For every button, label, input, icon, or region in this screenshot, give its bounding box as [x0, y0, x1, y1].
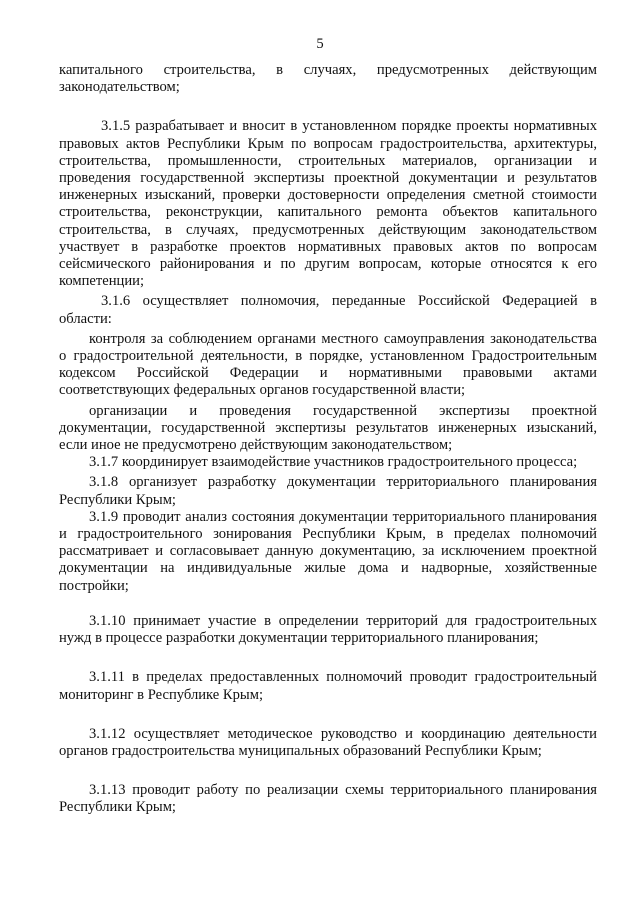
paragraph-3-1-6-control: контроля за соблюдением органами местного самоуправления законодательства о градостроительной деятельности, в порядке, установленном Градостроительным кодексом Российской Федерации и нормативными правовыми актами соответствующих федеральных органов государственной власти;	[59, 330, 597, 399]
paragraph-3-1-10: 3.1.10 принимает участие в определении территорий для градостроительных нужд в процессе разработки документации территориального планирования;	[59, 612, 597, 647]
paragraph-3-1-5: 3.1.5 разрабатывает и вносит в установленном порядке проекты нормативных правовых актов Республики Крым по вопросам градостроительства, архитектуры, строительства, промышленности, строительных материалов, организации и проведения государственной экспертизы проектной документации и результатов инженерных изысканий, проверки достоверности определения сметной стоимости строительства, реконструкции, капитального ремонта объектов капитального строительства, в случаях, предусмотренных действующим законодательством участвует в разработке проектов нормативных правовых актов по вопросам сейсмического районирования и по другим вопросам, которые относятся к его компетенции;	[59, 118, 597, 290]
paragraph-3-1-6: 3.1.6 осуществляет полномочия, переданные Российской Федерацией в области:	[59, 293, 597, 327]
paragraph-3-1-12: 3.1.12 осуществляет методическое руководство и координацию деятельности органов градостроительства муниципальных образований Республики Крым;	[59, 725, 597, 759]
document-body	[59, 62, 597, 817]
paragraph-3-1-9: 3.1.9 проводит анализ состояния документации территориального планирования и градостроительного зонирования Республики Крым, в пределах полномочий рассматривает и согласовывает данную документацию, за исключением проектной документации на индивидуальные жилые дома и надворные, хозяйственные постройки;	[59, 508, 597, 594]
paragraph-3-1-8: 3.1.8 организует разработку документации территориального планирования Республики Крым;	[59, 474, 597, 508]
paragraph-3-1-13: 3.1.13 проводит работу по реализации схемы территориального планирования Республики Крым;	[59, 782, 597, 816]
page-number: 5	[316, 36, 324, 52]
paragraph-continuation: капитального строительства, в случаях, предусмотренных действующим законодательством;	[59, 62, 597, 96]
paragraph-3-1-6-expertise: организации и проведения государственной экспертизы проектной документации, государственной экспертизы результатов инженерных изысканий, если иное не предусмотрено действующим законодательством;	[59, 402, 597, 454]
paragraph-3-1-11: 3.1.11 в пределах предоставленных полномочий проводит градостроительный мониторинг в Республике Крым;	[59, 669, 597, 703]
paragraph-3-1-7: 3.1.7 координирует взаимодействие участников градостроительного процесса;	[89, 454, 578, 471]
